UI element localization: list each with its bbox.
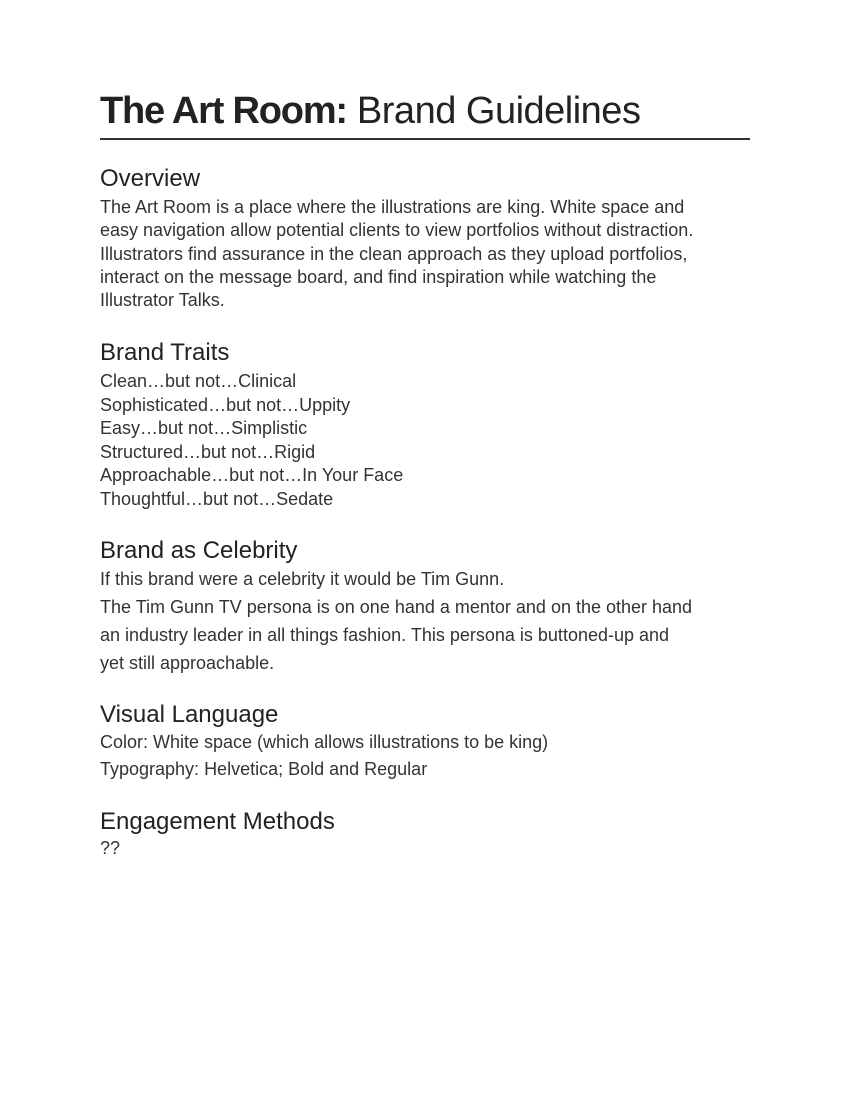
overview-line: interact on the message board, and find inspiration while watching the	[100, 266, 657, 287]
engagement-methods-section	[100, 808, 750, 860]
celebrity-paragraph	[100, 565, 750, 677]
title-subtitle: Brand Guidelines	[346, 90, 641, 132]
brand-trait-item: Thoughtful…but not…Sedate	[100, 488, 334, 509]
title-separator: :	[335, 90, 347, 132]
overview-paragraph	[100, 196, 750, 312]
brand-as-celebrity-heading: Brand as Celebrity	[100, 536, 298, 564]
document-page	[100, 88, 750, 860]
visual-language-section	[100, 701, 750, 784]
celebrity-line: If this brand were a celebrity it would be Tim Gunn.	[100, 568, 505, 589]
overview-section	[100, 165, 750, 312]
overview-heading: Overview	[100, 165, 201, 192]
brand-as-celebrity-section	[100, 537, 750, 677]
visual-language-paragraph	[100, 729, 750, 784]
overview-line: Illustrators find assurance in the clean approach as they upload portfolios,	[100, 243, 688, 264]
brand-trait-item: Easy…but not…Simplistic	[100, 418, 308, 439]
celebrity-line: an industry leader in all things fashion. This persona is buttoned-up and	[100, 624, 670, 645]
overview-line: Illustrator Talks.	[100, 290, 225, 311]
title-brand-name: The Art Room	[100, 90, 336, 132]
engagement-methods-text: ??	[100, 837, 121, 858]
engagement-methods-heading: Engagement Methods	[100, 807, 335, 835]
brand-traits-section	[100, 339, 750, 510]
brand-trait-item: Sophisticated…but not…Uppity	[100, 394, 351, 415]
document-title	[100, 88, 750, 140]
celebrity-line: yet still approachable.	[100, 652, 275, 673]
visual-language-heading: Visual Language	[100, 700, 279, 728]
brand-trait-item: Approachable…but not…In Your Face	[100, 465, 404, 486]
overview-line: The Art Room is a place where the illustrations are king. White space and	[100, 197, 685, 217]
overview-line: easy navigation allow potential clients to view portfolios without distraction.	[100, 220, 694, 241]
visual-language-color-line: Color: White space (which allows illustrations to be king)	[100, 731, 549, 752]
brand-traits-heading: Brand Traits	[100, 339, 230, 367]
brand-trait-item: Structured…but not…Rigid	[100, 441, 316, 462]
visual-language-typography-line: Typography: Helvetica; Bold and Regular	[100, 759, 428, 780]
brand-trait-item: Clean…but not…Clinical	[100, 371, 297, 392]
celebrity-line: The Tim Gunn TV persona is on one hand a mentor and on the other hand	[100, 596, 693, 617]
